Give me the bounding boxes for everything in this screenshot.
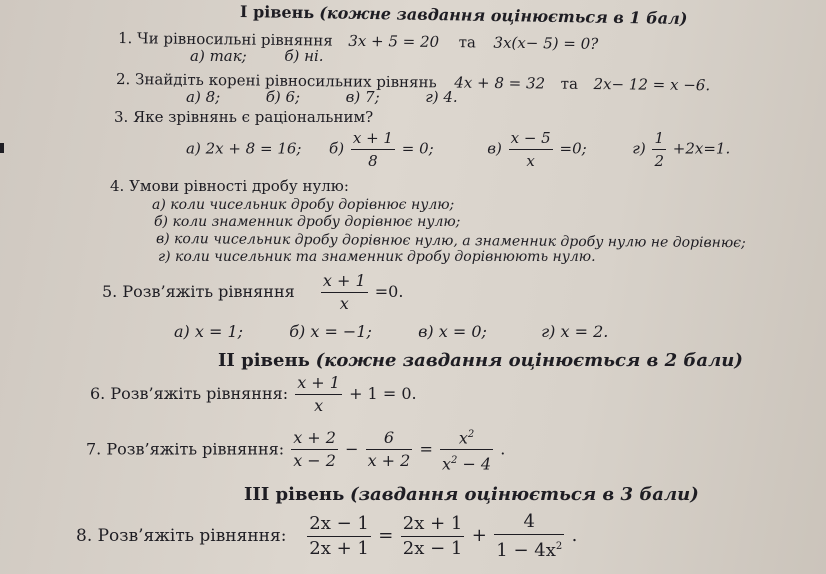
task-2-eq2: 2x− 12 = x −6. bbox=[593, 75, 711, 95]
level1-note: (кожне завдання оцінюється в 1 бал) bbox=[319, 3, 688, 29]
task-3-b-fraction bbox=[351, 127, 395, 172]
level1-title: І рівень bbox=[239, 2, 315, 23]
level2-note: (кожне завдання оцінюється в 2 бали) bbox=[315, 350, 743, 371]
level3-heading bbox=[244, 484, 699, 506]
task-3-b-tail: = 0; bbox=[401, 139, 434, 158]
task-5-tail: =0. bbox=[374, 282, 404, 301]
task-3-options bbox=[186, 127, 730, 172]
level3-note: (завдання оцінюється в 3 бали) bbox=[350, 484, 699, 505]
task-5-numerator: x + 1 bbox=[321, 270, 368, 293]
task-8-op-2: + bbox=[471, 525, 487, 546]
task-1-eq1: 3x + 5 = 20 bbox=[348, 31, 440, 51]
task-2-label: 2. Знайдіть корені рівносильних рівнянь bbox=[115, 70, 437, 92]
task-8 bbox=[76, 510, 577, 563]
task-5 bbox=[102, 270, 403, 315]
task-3-d-fraction bbox=[652, 127, 666, 172]
task-6-denominator: x bbox=[314, 396, 324, 415]
task-4-label: 4. Умови рівності дробу нулю: bbox=[110, 177, 349, 195]
task-2-option-d: г) 4. bbox=[425, 88, 458, 106]
task-8-f3-den-exponent: 2 bbox=[555, 541, 563, 552]
task-8-f3-numerator: 4 bbox=[494, 510, 564, 535]
task-2-conj: та bbox=[560, 74, 579, 93]
task-7-f1-denominator: x − 2 bbox=[293, 451, 336, 471]
level2-title: II рівень bbox=[218, 350, 310, 371]
task-3-a-prefix: а) bbox=[186, 139, 201, 158]
task-2-option-b: б) 6; bbox=[265, 88, 301, 106]
task-4-option-b: б) коли знаменник дробу дорівнює нулю; bbox=[154, 214, 461, 230]
task-1-option-a: а) так; bbox=[190, 47, 247, 65]
task-8-fraction-2 bbox=[401, 512, 465, 561]
task-7-end: . bbox=[500, 439, 506, 459]
task-6-fraction bbox=[295, 372, 342, 417]
task-8-f1-denominator: 2x + 1 bbox=[309, 538, 369, 559]
task-3-c-prefix: в) bbox=[487, 139, 502, 158]
task-7-label: 7. Розв’яжіть рівняння: bbox=[86, 439, 285, 459]
task-5-option-d: г) x = 2. bbox=[541, 322, 609, 341]
task-6-tail: + 1 = 0. bbox=[349, 384, 417, 403]
task-3-a-expr: 2x + 8 = 16; bbox=[205, 139, 302, 158]
task-3-c-tail: =0; bbox=[559, 139, 587, 158]
task-5-option-c: в) x = 0; bbox=[418, 322, 487, 341]
task-3-d-denominator: 2 bbox=[654, 152, 664, 170]
task-1-option-b: б) ні. bbox=[284, 47, 324, 65]
task-7-f3-denominator bbox=[440, 450, 493, 475]
task-7 bbox=[86, 424, 505, 476]
margin-mark bbox=[0, 143, 4, 153]
task-2-option-a: а) 8; bbox=[186, 88, 221, 106]
task-8-f3-den-base: 1 − 4x bbox=[496, 540, 556, 561]
task-7-fraction-1 bbox=[291, 427, 338, 472]
task-7-op-2: = bbox=[419, 439, 433, 459]
task-3-c-numerator: x − 5 bbox=[509, 127, 553, 150]
task-4-option-a: а) коли чисельник дробу дорівнює нулю; bbox=[152, 197, 455, 213]
task-8-f3-denominator bbox=[494, 535, 564, 563]
task-7-fraction-2 bbox=[366, 427, 413, 472]
task-7-op-1: − bbox=[345, 439, 359, 459]
task-3-b-prefix: б) bbox=[329, 139, 345, 158]
task-8-fraction-1 bbox=[307, 512, 371, 561]
task-4-option-c: в) коли чисельник дробу дорівнює нулю, а знаменник дробу нулю не дорівнює; bbox=[155, 231, 746, 252]
task-7-f1-numerator: x + 2 bbox=[291, 427, 338, 450]
task-5-option-b: б) x = −1; bbox=[289, 322, 372, 341]
task-8-f2-numerator: 2x + 1 bbox=[401, 512, 465, 537]
task-7-f3-den-base: x bbox=[441, 454, 451, 474]
task-8-label: 8. Розв’яжіть рівняння: bbox=[76, 526, 287, 546]
task-8-f2-denominator: 2x − 1 bbox=[402, 538, 463, 559]
task-3-c-fraction bbox=[509, 127, 553, 172]
task-6-label: 6. Розв’яжіть рівняння: bbox=[90, 384, 289, 403]
level3-title: III рівень bbox=[244, 484, 345, 505]
level2-heading bbox=[218, 350, 743, 372]
task-3-b-denominator: 8 bbox=[368, 152, 378, 170]
task-2-options bbox=[186, 88, 458, 106]
task-2-option-c: в) 7; bbox=[345, 88, 380, 106]
task-3-label: 3. Яке зрівнянь є раціональним? bbox=[114, 108, 374, 126]
task-5-option-a: а) x = 1; bbox=[174, 322, 244, 341]
task-1-conj: та bbox=[458, 33, 477, 52]
task-7-f3-num-base: x bbox=[458, 428, 468, 448]
task-2-eq1: 4x + 8 = 32 bbox=[454, 73, 546, 93]
task-8-end: . bbox=[571, 525, 578, 546]
task-3-d-numerator: 1 bbox=[652, 127, 666, 150]
task-5-label: 5. Розв’яжіть рівняння bbox=[102, 282, 295, 301]
task-7-fraction-3 bbox=[440, 424, 493, 476]
task-7-f3-num-exponent: 2 bbox=[467, 429, 475, 440]
task-8-op-1: = bbox=[378, 525, 394, 546]
task-8-f1-numerator: 2x − 1 bbox=[307, 512, 371, 537]
task-5-denominator: x bbox=[339, 294, 349, 313]
task-4-option-d: г) коли чисельник та знаменник дробу дорівнюють нулю. bbox=[158, 249, 596, 265]
task-7-f2-numerator: 6 bbox=[366, 427, 413, 450]
task-1-eq2: 3x(x− 5) = 0? bbox=[493, 33, 599, 53]
task-5-options bbox=[174, 323, 608, 341]
task-8-fraction-3 bbox=[494, 510, 564, 563]
task-7-f2-denominator: x + 2 bbox=[367, 451, 411, 471]
level1-heading bbox=[240, 3, 688, 28]
task-6-numerator: x + 1 bbox=[295, 372, 342, 395]
task-5-fraction bbox=[321, 270, 368, 315]
task-7-f3-den-exponent: 2 bbox=[450, 455, 458, 467]
task-1-label: 1. Чи рівносильні рівняння bbox=[117, 29, 333, 50]
task-3-d-prefix: г) bbox=[632, 139, 646, 158]
task-3-c-denominator: x bbox=[526, 152, 535, 170]
task-3-b-numerator: x + 1 bbox=[351, 127, 395, 150]
task-1-options bbox=[190, 47, 324, 65]
task-3-d-tail: +2x=1. bbox=[672, 139, 731, 158]
task-7-f3-numerator bbox=[440, 424, 493, 450]
task-6 bbox=[90, 372, 417, 417]
task-7-f3-den-tail: − 4 bbox=[462, 454, 492, 474]
